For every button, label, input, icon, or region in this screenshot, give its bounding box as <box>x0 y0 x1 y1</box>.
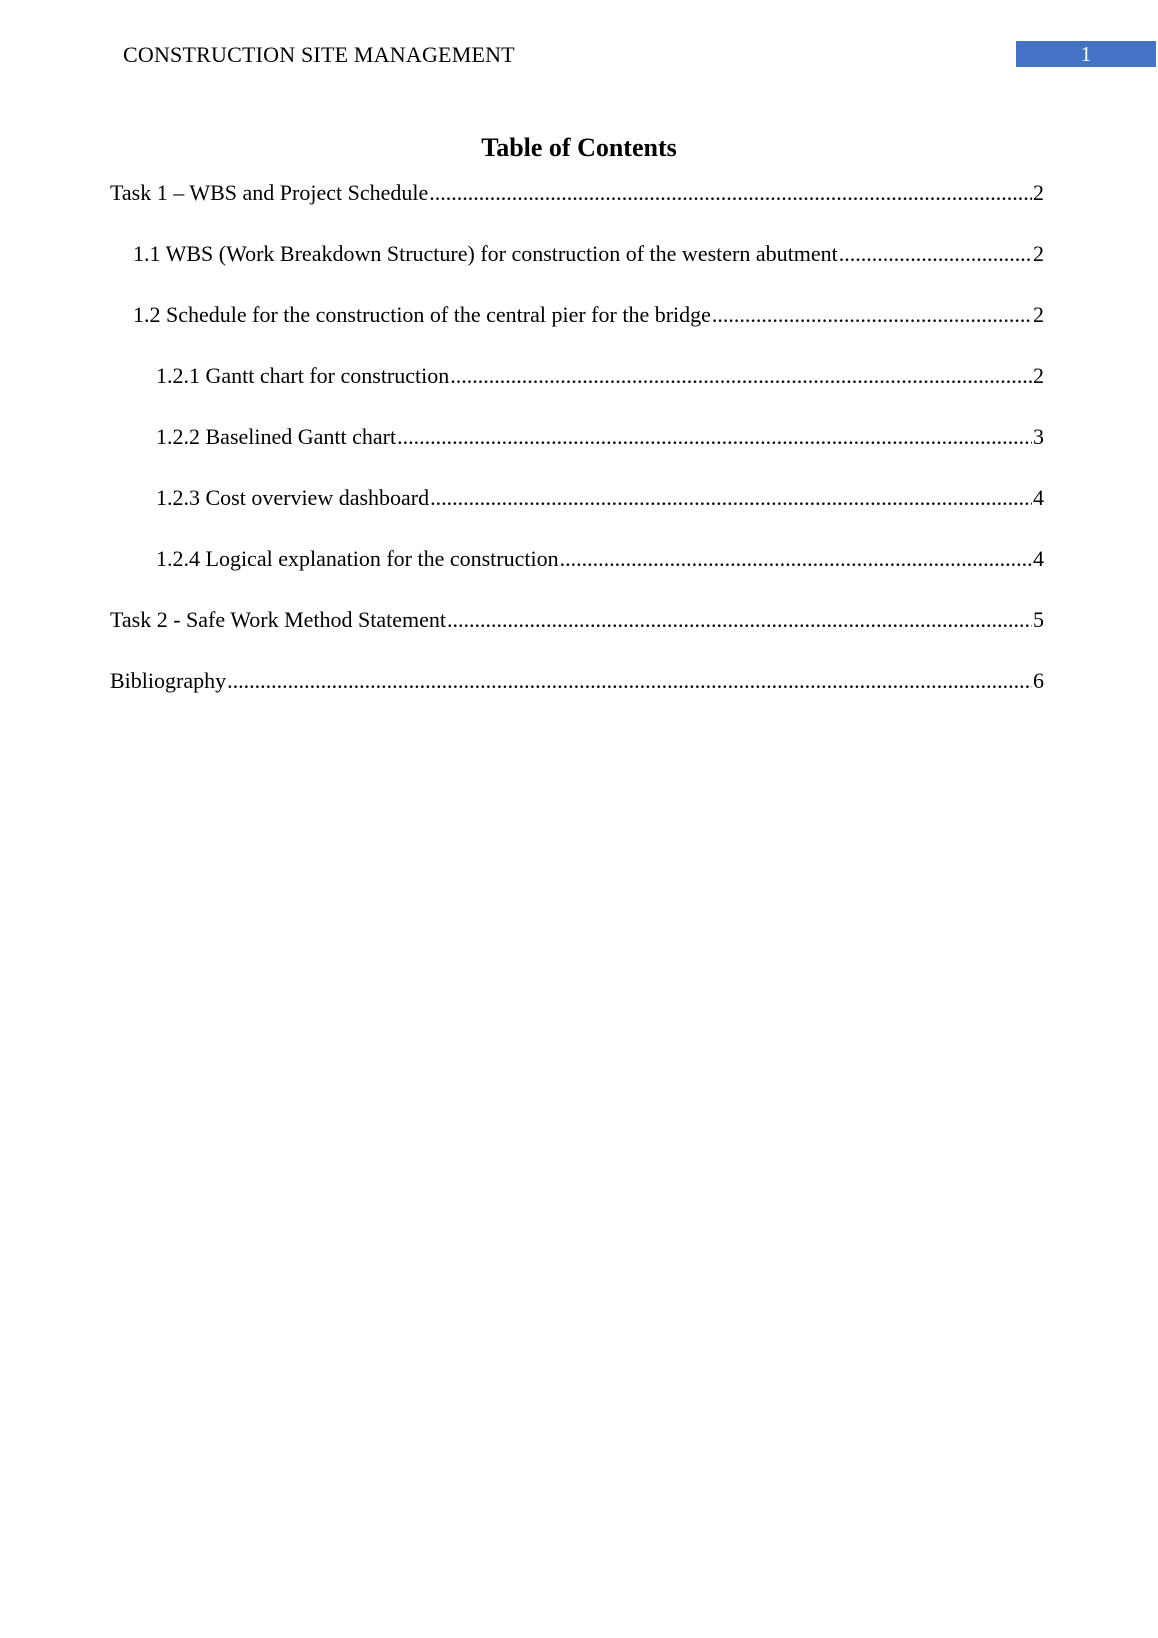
toc-entry-text[interactable]: Task 1 – WBS and Project Schedule <box>110 180 429 205</box>
toc-entry-text[interactable]: 1.2 Schedule for the construction of the central pier for the bridge <box>133 302 711 327</box>
toc-entry-text[interactable]: Bibliography <box>110 668 227 693</box>
toc-entry-1-2[interactable] <box>133 300 1044 330</box>
running-header-title: CONSTRUCTION SITE MANAGEMENT <box>123 42 515 67</box>
toc-entry-text[interactable]: 1.2.4 Logical explanation for the construction <box>156 546 559 571</box>
toc-entry-page[interactable]: 4 <box>1033 485 1044 510</box>
toc-entry-task-1[interactable] <box>110 178 1044 208</box>
toc-entry-1-2-4[interactable] <box>156 544 1044 574</box>
toc-entry-text[interactable]: 1.1 WBS (Work Breakdown Structure) for construction of the western abutment <box>133 241 838 266</box>
toc-dot-leader <box>712 300 1032 330</box>
toc-entry-page[interactable]: 6 <box>1033 668 1044 693</box>
toc-entry-text[interactable]: 1.2.3 Cost overview dashboard <box>156 485 430 510</box>
toc-dot-leader <box>227 666 1032 696</box>
toc-entry-text[interactable]: 1.2.1 Gantt chart for construction <box>156 363 450 388</box>
toc-dot-leader <box>430 483 1032 513</box>
toc-dot-leader <box>397 422 1032 452</box>
toc-dot-leader <box>447 605 1032 635</box>
toc-entry-page[interactable]: 3 <box>1033 424 1044 449</box>
toc-entry-page[interactable]: 2 <box>1033 241 1044 266</box>
toc-dot-leader <box>839 239 1032 269</box>
toc-entry-1-2-1[interactable] <box>156 361 1044 391</box>
toc-entry-1-2-2[interactable] <box>156 422 1044 452</box>
toc-entry-page[interactable]: 2 <box>1033 180 1044 205</box>
toc-heading: Table of Contents <box>481 133 677 162</box>
toc-entry-page[interactable]: 5 <box>1033 607 1044 632</box>
toc-entry-1-1[interactable] <box>133 239 1044 269</box>
toc-entry-page[interactable]: 2 <box>1033 302 1044 327</box>
toc-dot-leader <box>429 178 1032 208</box>
toc-entry-task-2[interactable] <box>110 605 1044 635</box>
toc-dot-leader <box>450 361 1032 391</box>
toc-dot-leader <box>560 544 1032 574</box>
toc-entry-bibliography[interactable] <box>110 666 1044 696</box>
page-number-badge: 1 <box>1016 41 1156 67</box>
toc-entry-page[interactable]: 2 <box>1033 363 1044 388</box>
toc-entry-text[interactable]: 1.2.2 Baselined Gantt chart <box>156 424 397 449</box>
page-header <box>0 40 1158 70</box>
toc-entry-1-2-3[interactable] <box>156 483 1044 513</box>
toc-entry-text[interactable]: Task 2 - Safe Work Method Statement <box>110 607 446 632</box>
toc-entry-page[interactable]: 4 <box>1033 546 1044 571</box>
